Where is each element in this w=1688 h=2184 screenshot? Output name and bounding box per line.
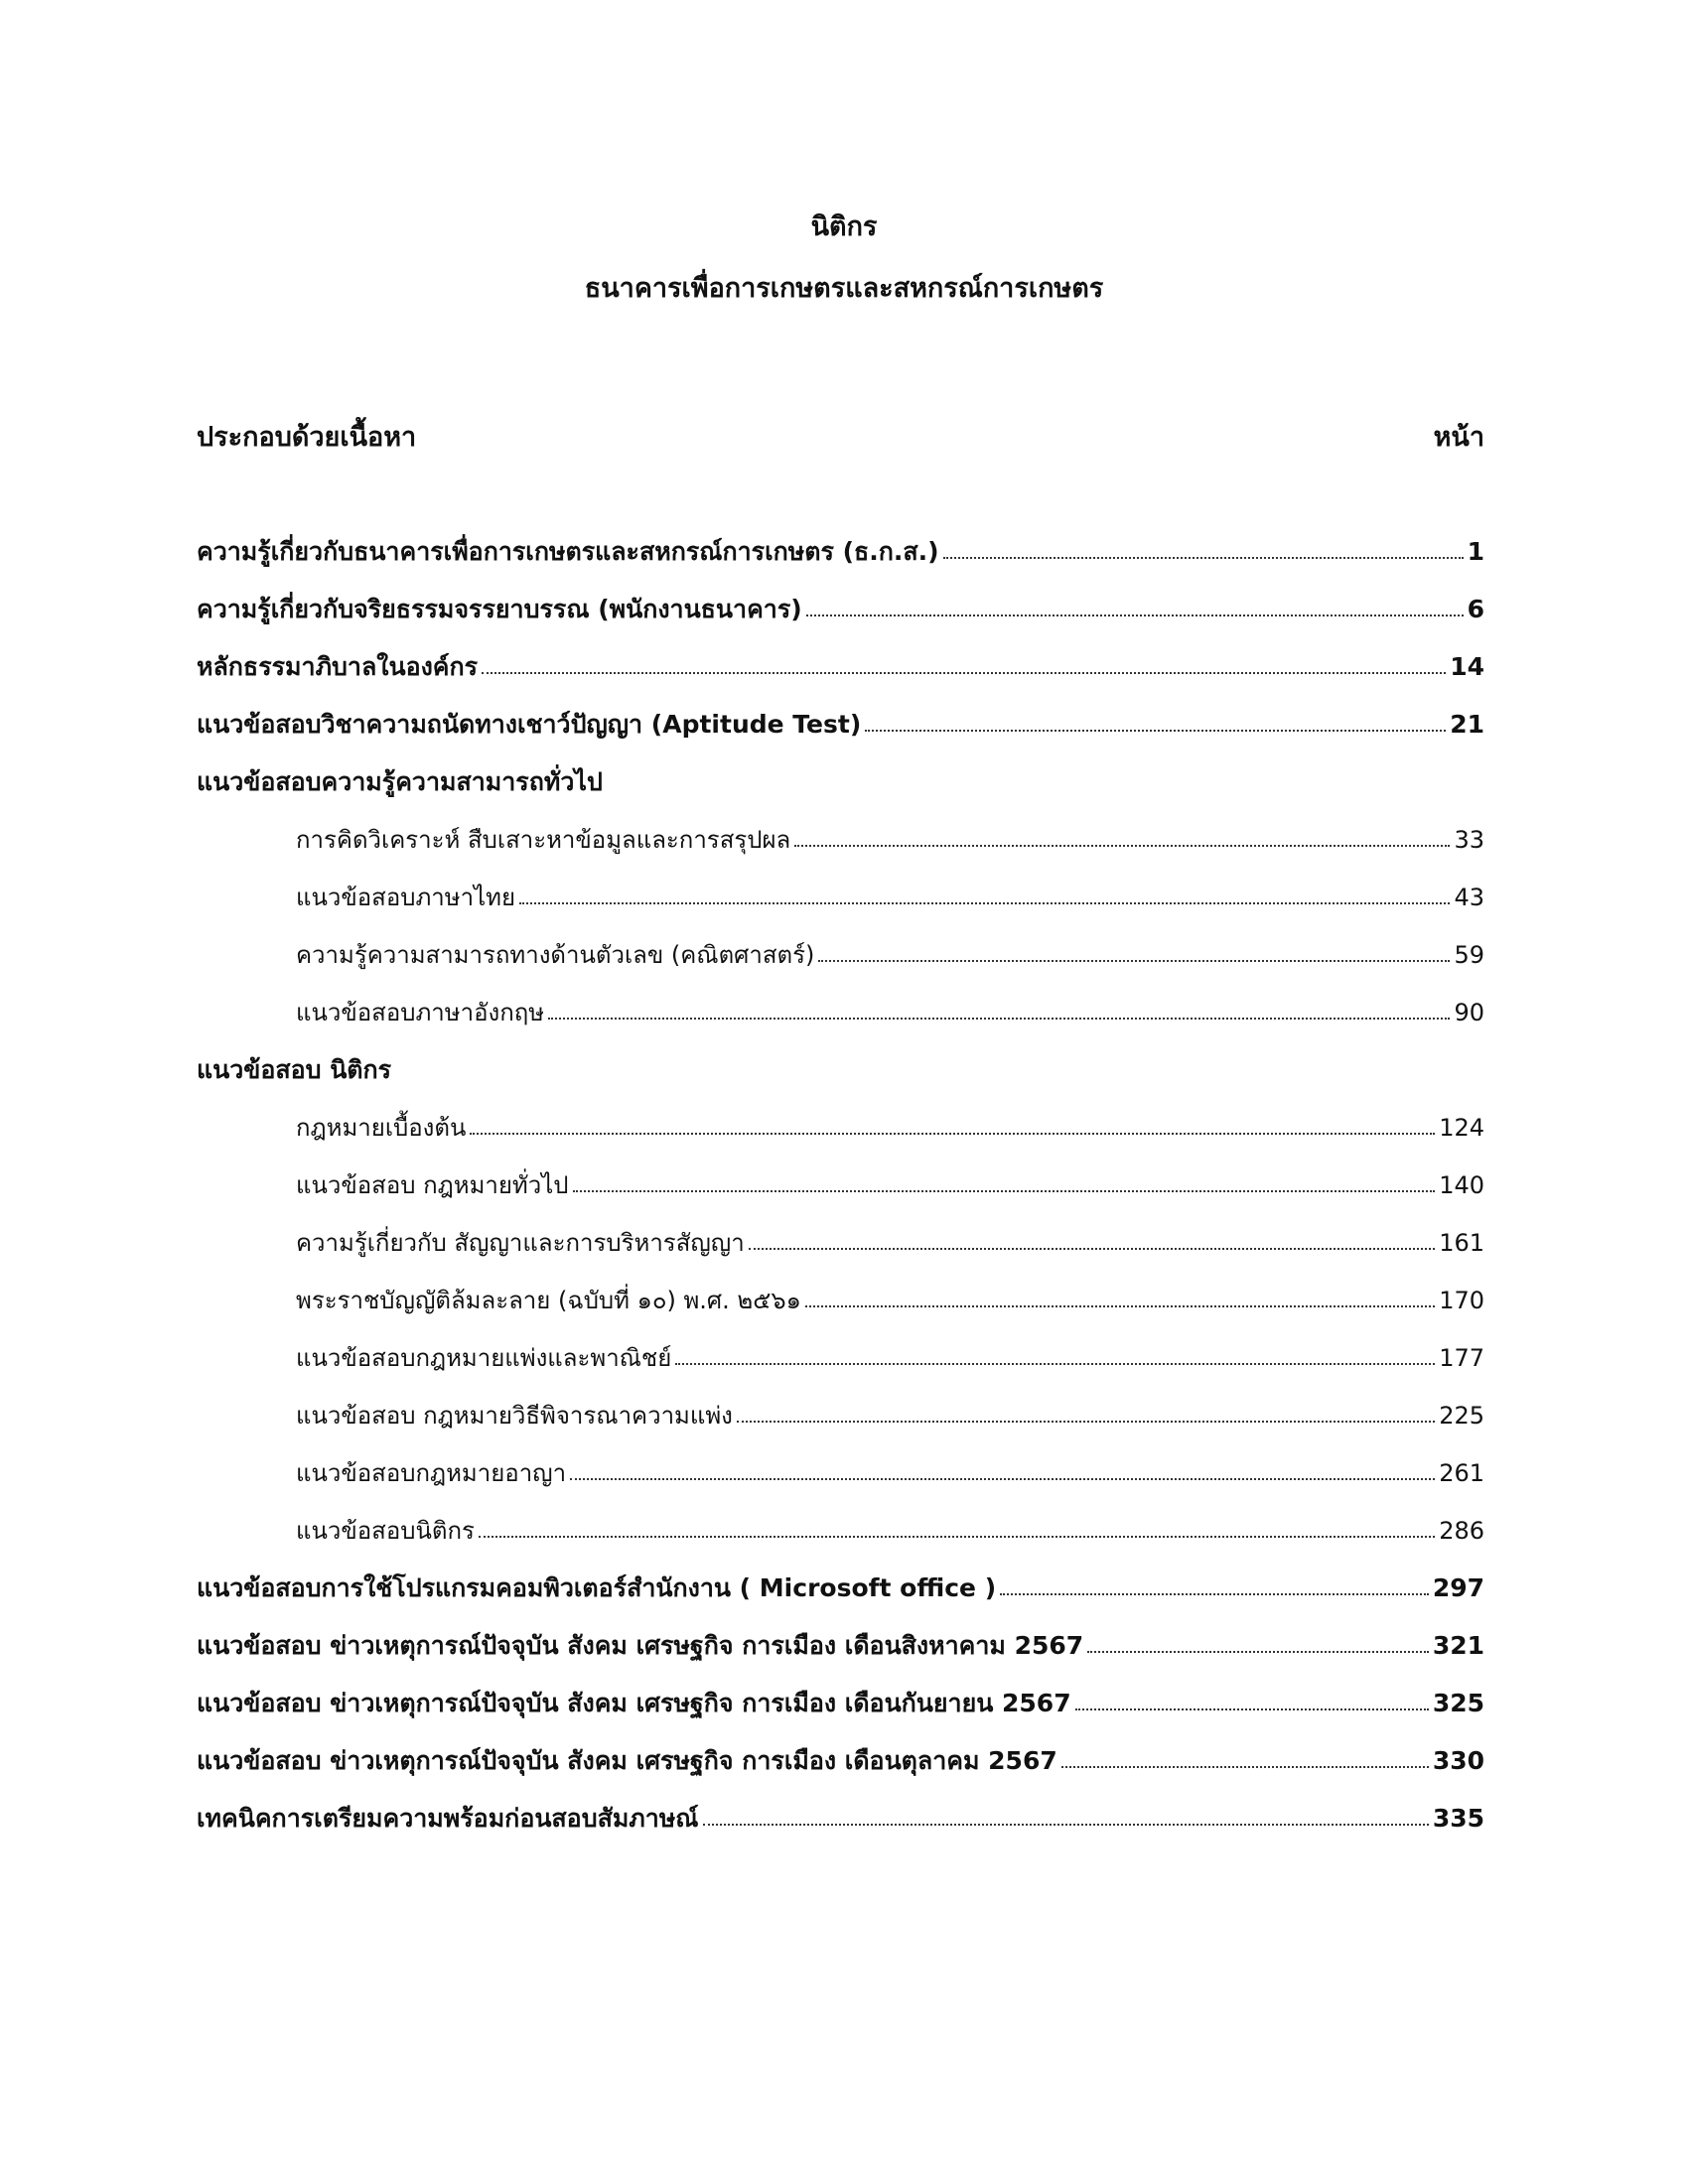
toc-entry bbox=[197, 523, 1484, 581]
toc-dot-leader bbox=[573, 1190, 1436, 1192]
toc-entry-label: แนวข้อสอบกฎหมายอาญา bbox=[296, 1459, 567, 1487]
toc-entry bbox=[197, 581, 1484, 638]
toc-dot-leader bbox=[749, 1248, 1435, 1250]
toc-dot-leader bbox=[737, 1421, 1435, 1423]
toc-header-page: หน้า bbox=[1433, 422, 1484, 453]
toc-entry bbox=[197, 926, 1484, 984]
toc-dot-leader bbox=[675, 1363, 1435, 1365]
table-of-contents bbox=[197, 523, 1484, 1847]
toc-entry-page: 330 bbox=[1432, 1746, 1484, 1775]
toc-entry-page: 225 bbox=[1439, 1402, 1484, 1430]
toc-dot-leader bbox=[1087, 1651, 1429, 1653]
toc-entry-page: 90 bbox=[1454, 999, 1484, 1026]
toc-entry-page: 43 bbox=[1454, 884, 1484, 911]
toc-entry-page: 286 bbox=[1439, 1517, 1484, 1545]
toc-entry-page: 21 bbox=[1450, 710, 1484, 739]
toc-entry-label: ความรู้ความสามารถทางด้านตัวเลข (คณิตศาสตร์) bbox=[296, 941, 815, 969]
toc-dot-leader bbox=[482, 672, 1446, 674]
toc-entry-label: ความรู้เกี่ยวกับจริยธรรมจรรยาบรรณ (พนักงานธนาคาร) bbox=[197, 595, 802, 623]
toc-entry-label: แนวข้อสอบ ข่าวเหตุการณ์ปัจจุบัน สังคม เศรษฐกิจ การเมือง เดือนสิงหาคาม 2567 bbox=[197, 1631, 1084, 1660]
toc-dot-leader bbox=[794, 845, 1450, 847]
toc-dot-leader bbox=[470, 1133, 1435, 1135]
document-subtitle: ธนาคารเพื่อการเกษตรและสหกรณ์การเกษตร bbox=[584, 273, 1104, 304]
toc-entry bbox=[197, 1560, 1484, 1617]
toc-dot-leader bbox=[1061, 1766, 1429, 1768]
toc-entry bbox=[197, 1732, 1484, 1790]
toc-entry bbox=[197, 1502, 1484, 1560]
toc-entry-label: แนวข้อสอบการใช้โปรแกรมคอมพิวเตอร์สำนักงาน ( Microsoft office ) bbox=[197, 1573, 997, 1602]
toc-entry bbox=[197, 1675, 1484, 1732]
toc-entry bbox=[197, 1214, 1484, 1272]
toc-entry-label: แนวข้อสอบภาษาอังกฤษ bbox=[296, 999, 545, 1026]
toc-entry bbox=[197, 1099, 1484, 1157]
toc-entry bbox=[197, 811, 1484, 869]
toc-dot-leader bbox=[806, 614, 1464, 616]
toc-entry-page: 33 bbox=[1454, 826, 1484, 854]
toc-entry-label: แนวข้อสอบ กฎหมายทั่วไป bbox=[296, 1171, 569, 1199]
toc-entry-label: แนวข้อสอบภาษาไทย bbox=[296, 884, 516, 911]
toc-entry-page: 335 bbox=[1432, 1804, 1484, 1833]
toc-dot-leader bbox=[479, 1536, 1435, 1538]
toc-dot-leader bbox=[818, 960, 1450, 962]
toc-entry-page: 321 bbox=[1432, 1631, 1484, 1660]
toc-entry-label: หลักธรรมาภิบาลในองค์กร bbox=[197, 652, 479, 681]
toc-entry bbox=[197, 1041, 1484, 1099]
toc-entry-page: 170 bbox=[1439, 1287, 1484, 1314]
toc-entry bbox=[197, 1617, 1484, 1675]
toc-entry bbox=[197, 1329, 1484, 1387]
toc-entry bbox=[197, 696, 1484, 753]
toc-entry-label: พระราชบัญญัติล้มละลาย (ฉบับที่ ๑๐) พ.ศ. ๒๕๖๑ bbox=[296, 1287, 801, 1314]
toc-entry-label: เทคนิคการเตรียมความพร้อมก่อนสอบสัมภาษณ์ bbox=[197, 1804, 699, 1833]
toc-entry bbox=[197, 1790, 1484, 1847]
toc-entry-label: การคิดวิเคราะห์ สืบเสาะหาข้อมูลและการสรุปผล bbox=[296, 826, 791, 854]
toc-entry-page: 6 bbox=[1467, 595, 1484, 623]
toc-entry bbox=[197, 984, 1484, 1041]
toc-entry-page: 297 bbox=[1432, 1573, 1484, 1602]
toc-entry bbox=[197, 1272, 1484, 1329]
toc-entry bbox=[197, 869, 1484, 926]
toc-entry bbox=[197, 1444, 1484, 1502]
toc-dot-leader bbox=[1000, 1593, 1429, 1595]
toc-entry bbox=[197, 1157, 1484, 1214]
toc-entry-label: แนวข้อสอบวิชาความถนัดทางเชาว์ปัญญา (Aptitude Test) bbox=[197, 710, 862, 739]
toc-entry-page: 59 bbox=[1454, 941, 1484, 969]
toc-entry-label: แนวข้อสอบความรู้ความสามารถทั่วไป bbox=[197, 767, 603, 796]
toc-entry bbox=[197, 753, 1484, 811]
toc-dot-leader bbox=[865, 730, 1446, 732]
toc-dot-leader bbox=[570, 1478, 1435, 1480]
toc-entry-page: 140 bbox=[1439, 1171, 1484, 1199]
toc-entry-label: แนวข้อสอบ นิติกร bbox=[197, 1055, 392, 1084]
toc-entry-label: แนวข้อสอบ ข่าวเหตุการณ์ปัจจุบัน สังคม เศรษฐกิจ การเมือง เดือนกันยายน 2567 bbox=[197, 1689, 1071, 1717]
toc-entry-label: แนวข้อสอบกฎหมายแพ่งและพาณิชย์ bbox=[296, 1344, 672, 1372]
toc-entry-label: ความรู้เกี่ยวกับธนาคารเพื่อการเกษตรและสหกรณ์การเกษตร (ธ.ก.ส.) bbox=[197, 537, 939, 566]
toc-dot-leader bbox=[1075, 1708, 1429, 1710]
toc-dot-leader bbox=[519, 902, 1450, 904]
toc-entry-label: แนวข้อสอบนิติกร bbox=[296, 1517, 475, 1545]
toc-entry-page: 1 bbox=[1467, 537, 1484, 566]
toc-dot-leader bbox=[703, 1824, 1429, 1826]
toc-entry-page: 325 bbox=[1432, 1689, 1484, 1717]
toc-entry-page: 161 bbox=[1439, 1229, 1484, 1257]
toc-entry-label: แนวข้อสอบ ข่าวเหตุการณ์ปัจจุบัน สังคม เศรษฐกิจ การเมือง เดือนตุลาคม 2567 bbox=[197, 1746, 1057, 1775]
toc-entry-page: 177 bbox=[1439, 1344, 1484, 1372]
toc-entry-label: แนวข้อสอบ กฎหมายวิธีพิจารณาความแพ่ง bbox=[296, 1402, 733, 1430]
toc-dot-leader bbox=[548, 1018, 1450, 1020]
toc-entry-page: 124 bbox=[1439, 1114, 1484, 1142]
toc-entry-label: ความรู้เกี่ยวกับ สัญญาและการบริหารสัญญา bbox=[296, 1229, 745, 1257]
document-title: นิติกร bbox=[810, 211, 878, 242]
toc-dot-leader bbox=[805, 1305, 1435, 1307]
toc-header-contents: ประกอบด้วยเนื้อหา bbox=[197, 422, 417, 453]
toc-dot-leader bbox=[943, 557, 1464, 559]
toc-entry-label: กฎหมายเบื้องต้น bbox=[296, 1114, 467, 1142]
toc-entry-page: 14 bbox=[1450, 652, 1484, 681]
toc-entry bbox=[197, 1387, 1484, 1444]
toc-entry-page: 261 bbox=[1439, 1459, 1484, 1487]
toc-entry bbox=[197, 638, 1484, 696]
